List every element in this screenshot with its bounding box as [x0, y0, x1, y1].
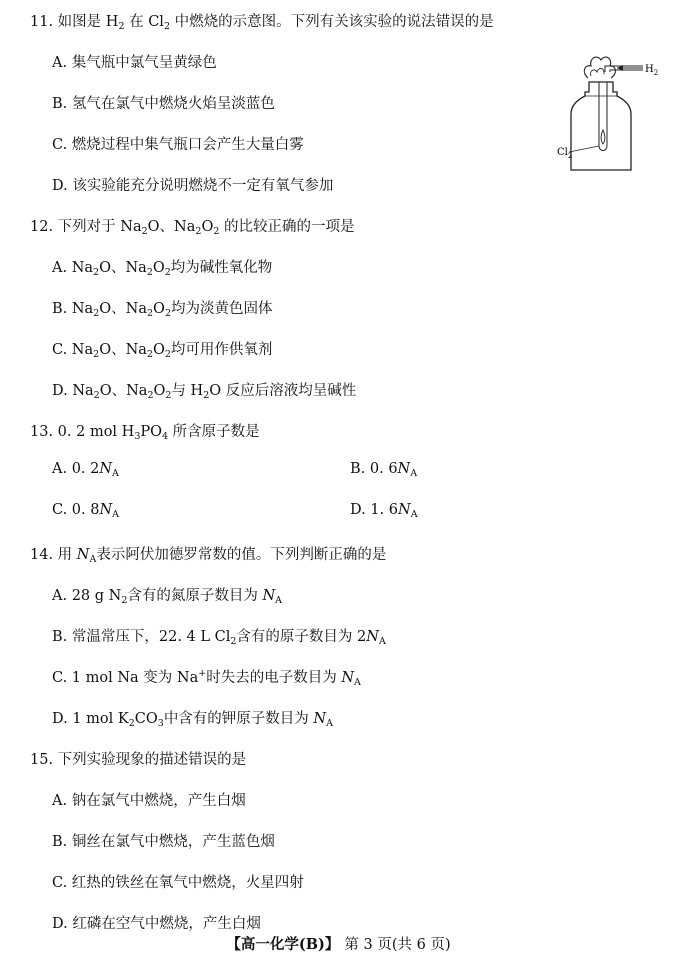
- gas-jar-apparatus-figure: [555, 48, 670, 178]
- question-12-stem: 12. 下列对于 $Na_2O$、$Na_2O_2$ 的比较正确的一项是: [30, 219, 355, 237]
- question-11-option-d: D. 该实验能充分说明燃烧不一定有氧气参加: [52, 178, 334, 194]
- question-14-option-b: B. 常温常压下，22. 4 L $Cl_2$含有的原子数目为 $2N_A$: [52, 629, 386, 647]
- h2-label: $H_2$: [645, 64, 659, 77]
- question-13-option-d: D. 1. $6N_A$: [350, 502, 418, 520]
- question-11-option-a: A. 集气瓶中氯气呈黄绿色: [52, 55, 217, 71]
- question-14-option-d: D. 1 mol $K_2CO_3$中含有的钾原子数目为 $N_A$: [52, 711, 333, 729]
- question-14-option-a: A. 28 g $N_2$含有的氮原子数目为 $N_A$: [52, 588, 283, 606]
- footer-page-number: 第 3 页(共 6 页): [344, 937, 451, 953]
- footer-subject: 高一化学(B): [240, 936, 325, 953]
- question-15-option-c: C. 红热的铁丝在氧气中燃烧，火星四射: [52, 875, 304, 891]
- question-14-stem: 14. 用 $N_A$表示阿伏加德罗常数的值。下列判断正确的是: [30, 547, 387, 565]
- question-13-option-c: C. 0. $8N_A$: [52, 502, 120, 520]
- question-13-option-b: B. 0. $6N_A$: [350, 461, 418, 479]
- cl2-label: $Cl_2$: [557, 147, 573, 160]
- question-11-stem: 11. 如图是 $H_2$ 在 $Cl_2$ 中燃烧的示意图。下列有关该实验的说法错误的是: [30, 14, 494, 32]
- question-12-option-d: D. $Na_2O$、$Na_2O_2$与 $H_2O$ 反应后溶液均呈碱性: [52, 383, 357, 401]
- question-12-option-b: B. $Na_2O$、$Na_2O_2$均为淡黄色固体: [52, 301, 273, 319]
- question-12-option-c: C. $Na_2O$、$Na_2O_2$均可用作供氧剂: [52, 342, 273, 360]
- question-12-option-a: A. $Na_2O$、$Na_2O_2$均为碱性氧化物: [52, 260, 273, 278]
- question-14-option-c: C. 1 mol Na 变为 Na+时失去的电子数目为 $N_A$: [52, 668, 361, 688]
- question-13-stem: 13. 0. 2 mol $H_3PO_4$ 所含原子数是: [30, 424, 260, 442]
- question-11-option-b: B. 氢气在氯气中燃烧火焰呈淡蓝色: [52, 96, 275, 112]
- question-15-option-a: A. 钠在氯气中燃烧，产生白烟: [52, 793, 246, 809]
- question-11-option-c: C. 燃烧过程中集气瓶口会产生大量白雾: [52, 137, 304, 153]
- question-13-option-a: A. 0. $2N_A$: [52, 461, 119, 479]
- question-15-option-d: D. 红磷在空气中燃烧，产生白烟: [52, 916, 261, 932]
- question-15-stem: 15. 下列实验现象的描述错误的是: [30, 752, 247, 768]
- page-footer: 【高一化学(B)】 第 3 页(共 6 页): [226, 936, 451, 953]
- question-15-option-b: B. 铜丝在氯气中燃烧，产生蓝色烟: [52, 834, 275, 850]
